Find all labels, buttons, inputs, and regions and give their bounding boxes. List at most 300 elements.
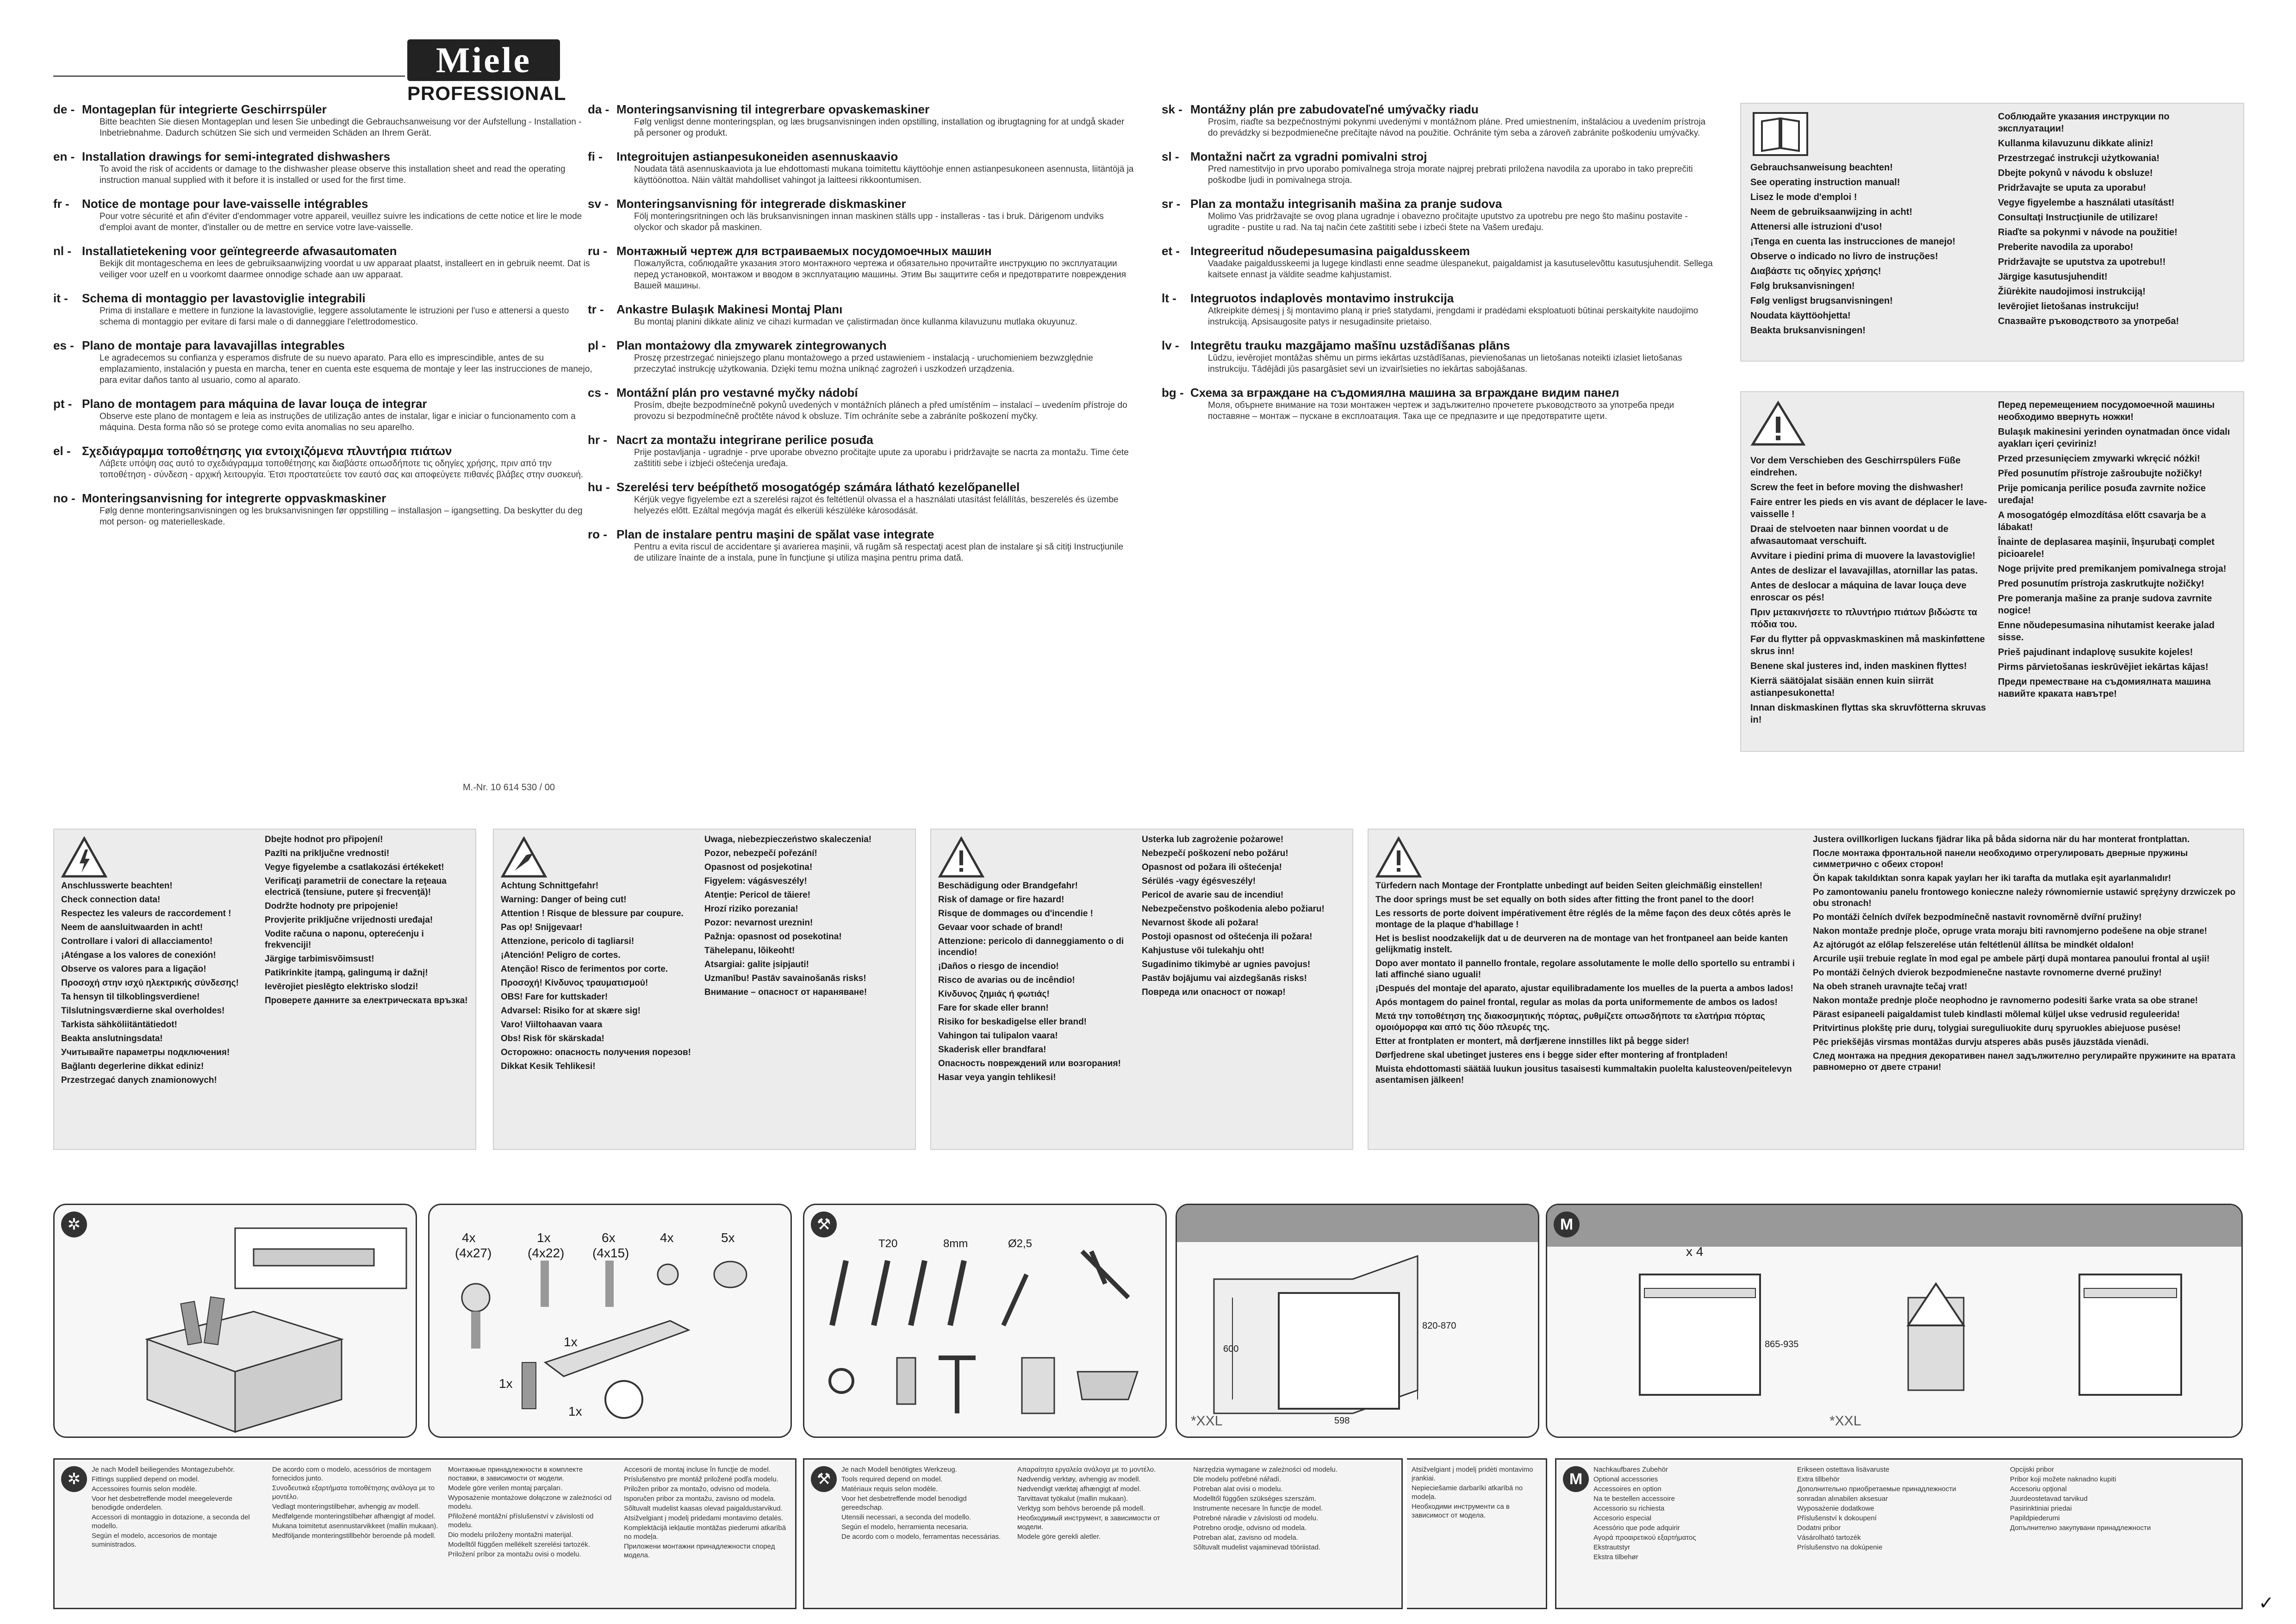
footer-line: Accessoires en option xyxy=(1593,1485,1661,1493)
footer-line: Accesorii de montaj incluse în funcţie de model. xyxy=(624,1466,771,1474)
warning-line: Opasnost od požara ili oštećenja! xyxy=(1142,862,1282,872)
warning-line: Após montagem do painel frontal, regular as molas da porta uniformemente de ambos os lados! xyxy=(1375,998,1778,1007)
warning-line: Vegye figyelembe a csatlakozási értékeket! xyxy=(265,862,444,872)
section-body: Пожалуйста, соблюдайте указания этого монтажного чертежа и обязательно прочитайте инструкцию по эксплуатации перед установкой, монтажом и вводом в эксплуатацию машины. Этим Вы защитите себя и предотвратите повреждения Вашей машины. xyxy=(634,259,1126,291)
qty-label: 4x xyxy=(462,1230,476,1245)
notice-line: Innan diskmaskinen flyttas ska skruvfötterna skruvas in! xyxy=(1750,703,1986,725)
warning-line: ¡Atención! Peligro de cortes. xyxy=(501,950,621,960)
section-title: Ankastre Bulaşık Makinesi Montaj Planı xyxy=(616,302,843,316)
warning-line: Muista ehdottomasti säätää luukun jousitus tasaisesti kummaltakin puolelta kalusteoven/peitelevyn asentamisen jälkeen! xyxy=(1375,1064,1792,1085)
qty-label: 6x xyxy=(602,1230,616,1245)
notice-line: Πριν μετακινήσετε το πλυντήριο πιάτων βιδώστε τα πόδια του. xyxy=(1750,607,1977,630)
footer-line: Extra tillbehör xyxy=(1797,1475,1840,1483)
footer-line: Accessorio su richiesta xyxy=(1593,1505,1665,1512)
section-body: Bitte beachten Sie diesen Montageplan und lesen Sie unbedingt die Gebrauchsanweisung vor der Aufstellung - Installation - Inbetriebnahme. Dadurch schützen Sie sich und vermeiden Schäden an Ihrem Gerät. xyxy=(100,117,582,138)
warning-line: Tilslutningsværdierne skal overholdes! xyxy=(61,1006,225,1016)
section-fr xyxy=(53,196,599,233)
section-body: Vaadake paigaldusskeemi ja lugege kindlasti enne seadme ülespanekut, paigaldamist ja kasutuselevõttu kasutusjuhendit. Sellega kaitsete ennast ja väldite seadme kahjustamist. xyxy=(1208,259,1713,280)
lang-code: el - xyxy=(53,444,71,458)
footer-col-2 xyxy=(272,1465,439,1541)
section-title: Notice de montage pour lave-vaisselle intégrables xyxy=(82,197,368,211)
footer-line: Accessoires fournis selon modèle. xyxy=(92,1485,197,1493)
warning-line: Atsargiai: galite įsipjauti! xyxy=(704,960,809,969)
warning-line: Sérülés -vagy égésveszély! xyxy=(1142,876,1256,886)
footer-col-9 xyxy=(1593,1465,1788,1562)
notice-line: Kierrä säätöjalat sisään ennen kuin siirrät astianpesukonetta! xyxy=(1750,676,1934,698)
section-title: Монтажный чертеж для встраиваемых посудомоечных машин xyxy=(616,244,992,258)
warning-line: Risiko for beskadigelse eller brand! xyxy=(938,1017,1087,1027)
section-title: Integroitujen astianpesukoneiden asennuskaavio xyxy=(616,150,898,163)
warning-line: Pozor, nebezpečí pořezání! xyxy=(704,849,817,858)
notice-line: Avvitare i piedini prima di muovere la lavastoviglie! xyxy=(1750,551,1976,561)
warning-line: Atenção! Risco de ferimentos por corte. xyxy=(501,964,668,974)
warning-line: Risque de dommages ou d'incendie ! xyxy=(938,909,1093,918)
warning-line: Risco de avarias ou de incêndio! xyxy=(938,975,1075,985)
section-title: Installation drawings for semi-integrated dishwashers xyxy=(82,150,391,163)
electrical-list-left xyxy=(61,881,260,1089)
notice-line: Спазвайте ръководството за употреба! xyxy=(1998,316,2179,326)
cut-list-right xyxy=(704,834,908,1001)
warning-line: Ta hensyn til tilkoblingsverdiene! xyxy=(61,992,200,1002)
warning-line: Warning: Danger of being cut! xyxy=(501,895,627,905)
dimension-label: 598 xyxy=(1334,1416,1350,1426)
logo-subtitle: PROFESSIONAL xyxy=(407,82,566,104)
warning-line: Attention ! Risque de blessure par coupure. xyxy=(501,909,684,918)
section-sk xyxy=(1162,102,1717,139)
warning-line: Obs! Risk för skärskada! xyxy=(501,1034,604,1043)
warning-line: Pazīti na priključne vrednosti! xyxy=(265,849,390,858)
warning-line: Justera ovillkorligen luckans fjädrar lika på båda sidorna när du har monterat frontplattan. xyxy=(1813,835,2190,844)
fire-warning-box xyxy=(930,829,1353,1150)
footer-line: Nødvendigt værktøj afhængigt af model. xyxy=(1017,1485,1141,1493)
section-title: Integruotos indaplovės montavimo instrukcija xyxy=(1190,291,1454,305)
footer-line: Приложени монтажни принадлежности според модела. xyxy=(624,1543,775,1559)
notice-line: Järgige kasutusjuhendit! xyxy=(1998,272,2108,282)
section-title: Installatietekening voor geïntegreerde afwasautomaten xyxy=(82,244,397,258)
notice-line: Διαβάστε τις οδηγίες χρήσης! xyxy=(1750,266,1881,276)
section-fi xyxy=(588,149,1134,186)
notice-line: Kullanma kilavuzunu dikkate aliniz! xyxy=(1998,138,2153,149)
qty-label: 1x xyxy=(499,1376,513,1391)
lang-code: lt - xyxy=(1162,291,1176,305)
qty-label: (4x27) xyxy=(455,1246,492,1260)
miele-logo: Miele xyxy=(407,39,560,81)
qty-label: 5x xyxy=(721,1230,735,1245)
footer-col-6 xyxy=(1017,1465,1184,1542)
footer-line: Acessório que pode adquirir xyxy=(1593,1524,1680,1532)
qty-label: 1x xyxy=(537,1230,551,1245)
footer-line: Modele göre verilen montaj parçaları. xyxy=(448,1484,563,1492)
footer-line: Modelltől függően mellékelt szerelési tartozék. xyxy=(448,1541,590,1549)
section-title: Montážny plán pre zabudovateľné umývačky riadu xyxy=(1190,102,1479,116)
notice-line: Pre pomeranja mašine za pranje sudova zavrnite nogice! xyxy=(1998,593,2212,616)
section-title: Monteringsanvisning for integrerte oppvaskmaskiner xyxy=(82,491,386,505)
section-body: Bekijk dit montageschema en lees de gebruiksaanwijzing voordat u uw apparaat plaatst, installeert en in gebruik neemt. Dat is veiliger voor uzelf en u voorkomt daarmee onnodige schade aan uw apparaat. xyxy=(100,259,590,280)
warning-line: Po zamontowaniu panelu frontowego konieczne należy równomiernie ustawić sprężyny drzwiczek po obu stronach! xyxy=(1813,887,2236,908)
electrical-list-right xyxy=(265,834,468,1009)
section-es xyxy=(53,338,599,386)
accessories-icon: ✲ xyxy=(61,1466,87,1492)
notice-line: Screw the feet in before moving the dishwasher! xyxy=(1750,482,1964,493)
miele-accessory-icon: M xyxy=(1563,1466,1589,1492)
warning-line: Повреда или опасност от пожар! xyxy=(1142,987,1286,997)
warning-line: Учитывайте параметры подключения! xyxy=(61,1048,230,1057)
notice-line: Dbejte pokynů v návodu k obsluze! xyxy=(1998,168,2153,178)
niche-dimensions-illustration xyxy=(1177,1205,1538,1437)
section-title: Σχεδιάγραμμα τοποθέτησης για εντοιχιζόμενα πλυντήρια πιάτων xyxy=(82,444,452,458)
notice-line: Antes de deslizar el lavavajillas, atornillar las patas. xyxy=(1750,566,1978,576)
door-spring-list-left xyxy=(1375,881,1806,1089)
lang-code: tr - xyxy=(588,302,604,316)
footer-line: Je nach Modell benötigtes Werkzeug. xyxy=(841,1466,957,1474)
section-body: Proszę przestrzegać niniejszego planu montażowego a przed ustawieniem - instalacją - uruchomieniem bezwzględnie przeczytać instrukcję użytkowania. Dzięki temu można uniknąć zagrożeń i uszkodzeń urządzenia. xyxy=(634,353,1093,374)
lang-code: hu - xyxy=(588,480,610,494)
warning-line: Po montáži čelných dvierok bezpodmienečne nastavte rovnomerne dverné pružiny! xyxy=(1813,968,2162,978)
lang-code: cs - xyxy=(588,386,609,400)
section-hu xyxy=(588,480,1134,517)
warning-line: Uzmanību! Pastāv savainošanās risks! xyxy=(704,974,866,983)
warning-line: Опасность повреждений или возгорания! xyxy=(938,1059,1121,1068)
footer-col-7 xyxy=(1193,1465,1388,1553)
warning-line: После монтажа фронтальной панели необходимо отрегулировать дверные пружины симметрично с обеих сторон! xyxy=(1813,849,2188,869)
language-column-1 xyxy=(53,102,599,538)
footer-line: Según el modelo, herramienta necesaria. xyxy=(841,1523,969,1531)
notice-line: Bulaşık makinesini yerinden oynatmadan önce vidalı ayakları içeri çeviriniz! xyxy=(1998,427,2230,449)
lang-code: pl - xyxy=(588,338,606,352)
footer-line: Accesoriu opţional xyxy=(2010,1485,2067,1493)
section-title: Nacrt za montažu integrirane perilice posuđa xyxy=(616,433,873,447)
lang-code: fi - xyxy=(588,150,603,163)
language-column-2 xyxy=(588,102,1134,574)
footer-line: Tarvittavat työkalut (mallin mukaan). xyxy=(1017,1495,1128,1503)
section-body: Le agradecemos su confianza y esperamos disfrute de su nuevo aparato. Para ello es imprescindible, antes de su emplazamiento, instalación y puesta en marcha, tener en cuenta este esquema de montaje y leer las instrucciones de manejo, para evitar daños tanto al usuario, como al aparato. xyxy=(100,353,592,385)
lang-code: pt - xyxy=(53,397,72,411)
warning-line: Patikrinkite įtampą, galingumą ir dažnį! xyxy=(265,968,428,978)
footer-line: De acordo com o modelo, ferramentas necessárias. xyxy=(841,1533,1001,1541)
notice-line: Attenersi alle istruzioni d'uso! xyxy=(1750,222,1882,232)
notice-line: Vor dem Verschieben des Geschirrspülers Füße eindrehen. xyxy=(1750,456,1961,478)
warning-line: Ön kapak takıldıktan sonra kapak yayları her iki tarafta da mutlaka eşit ayarlanmalıdır! xyxy=(1813,874,2172,883)
warning-line: Προσοχή στην ισχύ ηλεκτρικής σύνδεσης! xyxy=(61,978,239,988)
footer-line: Príslušenstvo pre montáž priložené podľa modelu. xyxy=(624,1475,778,1483)
notice-line: Prije pomicanja perilice posuđa zavrnite nožice uređaja! xyxy=(1998,483,2206,506)
warning-line: Gevaar voor schade of brand! xyxy=(938,923,1063,932)
cut-warning-box xyxy=(493,829,916,1150)
footer-line: Dio modelu priloženy montažni materijal. xyxy=(448,1531,573,1539)
language-column-3 xyxy=(1162,102,1717,432)
footer-line: Ekstrautstyr xyxy=(1593,1543,1630,1551)
footer-line: Narzędzia wymagane w zależności od modelu. xyxy=(1193,1466,1338,1474)
footer-line: Необходимый инструмент, в зависимости от модели. xyxy=(1017,1514,1160,1531)
footer-line: Potreban alat ovisi o modelu. xyxy=(1193,1485,1283,1493)
footer-line: Дополнительно приобретаемые принадлежности xyxy=(1797,1485,1956,1493)
section-body: Prima di installare e mettere in funzione la lavastoviglie, leggere assolutamente le istruzioni per l'uso e attenersi a questo schema di montaggio per evitare di farsi male o di danneggiare l'elettrodomestico. xyxy=(100,306,569,327)
footer-line: sonradan alınabilen aksesuar xyxy=(1797,1495,1888,1503)
notice-line: Draai de stelvoeten naar binnen voordat u de afwasautomaat verschuift. xyxy=(1750,524,1948,546)
warning-line: Pritvirtinus plokštę prie durų, tolygiai sureguliuokite durų spyruokles abiejuose pusėse! xyxy=(1813,1024,2181,1033)
notice-line: Vegye figyelembe a használati utasítást! xyxy=(1998,198,2175,208)
electrical-warning-box xyxy=(53,829,476,1150)
footer-line: Необходими инструменти са в зависимост от модела. xyxy=(1412,1503,1510,1519)
footer-line: Sõltuvalt mudelist vajaminevad tööriistad. xyxy=(1193,1543,1321,1551)
warning-line: Opasnost od posjekotina! xyxy=(704,862,813,872)
section-body: To avoid the risk of accidents or damage to the dishwasher please observe this installation sheet and read the operating instruction manual supplied with it before it is installed or used for the first time. xyxy=(100,164,566,185)
section-body: Lūdzu, ievērojiet montāžas shēmu un pirms iekārtas uzstādīšanas, pievienošanas un lietošanas noteikti izlasiet lietošanas instrukciju. Tādējādi jūs pasargāsiet sevi un izvairīsieties no iekārtas sabojāšanas. xyxy=(1208,353,1682,374)
feet-adjust-panel xyxy=(1546,1204,2243,1438)
qty-label: 1x xyxy=(568,1404,582,1418)
footer-line: Opcijski pribor xyxy=(2010,1466,2054,1474)
lang-code: nl - xyxy=(53,244,71,258)
warning-line: Kahjustuse või tulekahju oht! xyxy=(1142,946,1264,956)
footer-col-1 xyxy=(92,1465,263,1550)
section-body: Prosím, riaďte sa bezpečnostnými pokynmi uvedenými v montážnom pláne. Pred umiestnením, inštaláciou a uvedením prístroja do prevádzky si bezpodmienečne prečítajte návod na použitie. Ochránite tým seba a zároveň zabránite poškodeniu umývačky. xyxy=(1208,117,1706,138)
tool-label: 8mm xyxy=(943,1237,968,1250)
warning-line: Figyelem: vágásveszély! xyxy=(704,876,807,886)
door-spring-warning-box xyxy=(1368,829,2244,1150)
notice-line: Înainte de deplasarea maşinii, înşurubaţi complet picioarele! xyxy=(1998,537,2215,559)
section-tr xyxy=(588,302,1134,328)
notice-line: Pridržavajte se uputstva za upotrebu!! xyxy=(1998,257,2166,267)
footer-line: Αγορά προαιρετικού εξαρτήματος xyxy=(1593,1534,1696,1542)
section-bg xyxy=(1162,385,1717,422)
section-el xyxy=(53,443,599,481)
footer-col-4 xyxy=(624,1465,790,1561)
section-et xyxy=(1162,244,1717,281)
tools-illustration xyxy=(804,1205,1165,1437)
warning-line: Dørfjedrene skal ubetinget justeres ens i begge sider efter montering af frontpladen! xyxy=(1375,1050,1728,1060)
screw-feet-list-left xyxy=(1750,455,1991,729)
section-body: Följ monteringsritningen och läs bruksanvisningen innan maskinen ställs upp - installeras - tas i bruk. Därigenom undviks olyckor och skador på maskinen. xyxy=(634,212,1104,232)
cut-hazard-icon xyxy=(501,837,547,878)
warning-line: Verificaţi parametrii de conectare la reţeaua electrică (tensiune, putere şi frecvenţă)! xyxy=(265,876,447,897)
warning-line: ¡Después del montaje del aparato, ajustar equilibradamente los muelles de la puerta a ambos lados! xyxy=(1375,984,1793,993)
footer-line: Medfølgende monteringstilbehør afhængigt af model. xyxy=(272,1512,436,1520)
notice-line: Gebrauchsanweisung beachten! xyxy=(1750,162,1893,173)
warning-line: Uwaga, niebezpieczeństwo skaleczenia! xyxy=(704,835,872,844)
footer-line: Wyposażenie montażowe dołączone w zależności od modelu. xyxy=(448,1494,612,1511)
lang-code: no - xyxy=(53,491,75,505)
footer-line: Medföljande monteringstillbehör beroende på modell. xyxy=(272,1532,436,1540)
section-body: Observe este plano de montagem e leia as instruções de utilização antes de instalar, ligar e iniciar o funcionamento com a máquina. Desta forma não só se protege como evita anomalias no seu aparelho. xyxy=(100,412,576,432)
tools-icon: ⚒ xyxy=(811,1212,837,1237)
notice-line: Pred posunutím prístroja zaskrutkujte nožičky! xyxy=(1998,579,2204,589)
warning-line: Türfedern nach Montage der Frontplatte unbedingt auf beiden Seiten gleichmäßig einstellen! xyxy=(1375,881,1763,891)
warning-line: Etter at frontplaten er montert, må dørfjærene innstilles likt på begge sider! xyxy=(1375,1037,1689,1046)
section-it xyxy=(53,291,599,328)
lang-code: lv - xyxy=(1162,338,1179,352)
section-sl xyxy=(1162,149,1717,186)
warning-line: Az ajtórugót az előlap felszerelése után feltétlenül állítsa be mindkét oldalon! xyxy=(1813,940,2134,950)
unpacking-illustration xyxy=(55,1205,416,1437)
notice-line: Enne nõudepesumasina nihutamist keerake jalad sisse. xyxy=(1998,620,2215,643)
notice-line: Følg bruksanvisningen! xyxy=(1750,281,1855,291)
section-cs xyxy=(588,385,1134,422)
section-title: Plan montażowy dla zmywarek zintegrowanych xyxy=(616,338,887,352)
section-de xyxy=(53,102,599,139)
footer-line: Accessori di montaggio in dotazione, a seconda del modello. xyxy=(92,1513,250,1530)
footer-line: Vedlagt monteringstilbehør, avhengig av modell. xyxy=(272,1503,420,1511)
read-manual-box xyxy=(1740,103,2244,362)
warning-line: Μετά την τοποθέτηση της διακοσμητικής πόρτας, ρυθμίζετε οπωσδήποτε τα ελατήρια πόρτας ομοιόμορφα και από τις δύο πλευρές της. xyxy=(1375,1012,1765,1032)
footer-line: Vásárolható tartozék xyxy=(1797,1534,1861,1542)
fittings-panel xyxy=(428,1204,792,1438)
warning-line: OBS! Fare for kuttskader! xyxy=(501,992,608,1002)
footer-line: Dodatni pribor xyxy=(1797,1524,1841,1532)
lang-code: ro - xyxy=(588,527,607,541)
footer-line: Монтажные принадлежности в комплекте поставки, в зависимости от модели. xyxy=(448,1466,583,1482)
warning-line: Observe os valores para a ligação! xyxy=(61,964,206,974)
tool-label: Ø2,5 xyxy=(1008,1237,1033,1250)
footer-line: Nachkaufbares Zubehör xyxy=(1593,1466,1668,1474)
section-title: Plano de montaje para lavavajillas integrables xyxy=(82,338,345,352)
lang-code: sv - xyxy=(588,197,609,211)
lang-code: en - xyxy=(53,150,75,163)
accessories-footer xyxy=(53,1458,796,1609)
warning-line: Hrozí riziko porezania! xyxy=(704,904,798,914)
footer-line: Nødvendig verktøy, avhengig av modell. xyxy=(1017,1475,1141,1483)
footer-line: Potrebné náradie v závislosti od modelu. xyxy=(1193,1514,1319,1522)
footer-col-10 xyxy=(1797,1465,2001,1553)
warning-line: Fare for skade eller brann! xyxy=(938,1003,1049,1013)
material-number: M.-Nr. 10 614 530 / 00 xyxy=(463,782,555,793)
lang-code: fr - xyxy=(53,197,69,211)
notice-line: Faire entrer les pieds en vis avant de déplacer le lave-vaisselle ! xyxy=(1750,497,1987,519)
xxl-note: *XXL xyxy=(1191,1413,1223,1429)
section-body: Моля, обърнете внимание на този монтажен чертеж и задължително прочетете ръководството за употреба преди поставяне – монтаж – пускане в експлоатация. Така ще се предпазите и ще предотвратите щети. xyxy=(1208,400,1674,421)
header-rule xyxy=(53,75,405,77)
footer-line: De acordo com o modelo, acessórios de montagem fornecidos junto. xyxy=(272,1466,431,1482)
section-body: Molimo Vas pridržavajte se ovog plana ugradnje i obavezno pročitajte uputstvo za upotrebu pre nego što mašinu postavite - ugradite - pustite u rad. Na taj način ćete zaštititi sebe i izbeći štete na Vašem uređaju. xyxy=(1208,212,1688,232)
lang-code: bg - xyxy=(1162,386,1184,400)
screw-feet-list-right xyxy=(1998,399,2234,703)
xxl-note: *XXL xyxy=(1829,1413,1861,1429)
lang-code: sl - xyxy=(1162,150,1179,163)
notice-line: Riaďte sa pokynmi v návode na použitie! xyxy=(1998,227,2178,237)
section-body: Noudata tätä asennuskaaviota ja lue ehdottomasti mukana toimitettu käyttöohje ennen astianpesukoneen asennusta, liitäntöjä ja käyttöönottoa. Näin vältät mahdolliset vahingot ja laitteesi rikkoontumisen. xyxy=(634,164,1134,185)
warning-line: Achtung Schnittgefahr! xyxy=(501,881,599,891)
footer-line: Tools required depend on model. xyxy=(841,1475,943,1483)
notice-line: Før du flytter på oppvaskmaskinen må maskinføttene skrus inn! xyxy=(1750,634,1985,656)
footer-line: Juurdeostetavad tarvikud xyxy=(2010,1495,2088,1503)
footer-line: Přiložené montážní příslušenství v závislosti od modelu. xyxy=(448,1512,594,1529)
footer-line: Voor het desbetreffende model benodigd gereedschap. xyxy=(841,1495,967,1512)
notice-line: Noudata käyttöohjetta! xyxy=(1750,311,1851,321)
notice-line: ¡Tenga en cuenta las instrucciones de manejo! xyxy=(1750,237,1956,247)
qty-label: 1x xyxy=(564,1335,578,1349)
warning-line: Respectez les valeurs de raccordement ! xyxy=(61,909,231,918)
section-title: Plan de instalare pentru maşini de spălat vase integrate xyxy=(616,527,934,541)
notice-line: Перед перемещением посудомоечной машины необходимо ввернуть ножки! xyxy=(1998,400,2215,422)
warning-line: Nebezpečenstvo poškodenia alebo požiaru! xyxy=(1142,904,1325,914)
lang-code: it - xyxy=(53,291,68,305)
footer-line: Συνοδευτικά εξαρτήματα τοποθέτησης ανάλογα με το μοντέλο. xyxy=(272,1484,435,1501)
footer-line: Voor het desbetreffende model meegeleverde benodigde onderdelen. xyxy=(92,1495,233,1512)
fire-list-right xyxy=(1142,834,1345,1001)
section-body: Prosím, dbejte bezpodmínečně pokynů uvedených v montážních plánech a před umístěním – instalací – uvedením přístroje do provozu si bezpodmínečně pročtěte návod k obsluze. Tím ochráníte sebe a zabráníte poškození myčky. xyxy=(634,400,1127,421)
warning-line: Pas op! Snijgevaar! xyxy=(501,923,583,932)
notice-line: Prieš pajudinant indaplovę susukite kojeles! xyxy=(1998,647,2193,657)
section-title: Monteringsanvisning til integrerbare opvaskemaskiner xyxy=(616,102,930,116)
footer-line: Sõltuvalt mudelist kaasas olevad paigaldustarvikud. xyxy=(624,1505,783,1512)
footer-col-11 xyxy=(2010,1465,2223,1533)
warning-line: Внимание – опасност от нараняване! xyxy=(704,987,867,997)
lang-code: et - xyxy=(1162,244,1180,258)
lang-code: da - xyxy=(588,102,610,116)
footer-line: Atsižvelgiant į modelį pridėti montavimo įrankiai. xyxy=(1412,1466,1533,1482)
footer-line: Je nach Modell beiliegendes Montagezubehör. xyxy=(92,1466,235,1474)
notice-line: Følg venligst brugsanvisningen! xyxy=(1750,296,1893,306)
section-title: Plan za montažu integrisanih mašina za pranje sudova xyxy=(1190,197,1502,211)
notice-line: Benene skal justeres ind, inden maskinen flyttes! xyxy=(1750,661,1967,671)
section-nl xyxy=(53,244,599,281)
warning-line: Järgige tarbimisvõimsust! xyxy=(265,954,374,964)
read-manual-list-left xyxy=(1750,162,1991,339)
footer-line: Příslušenství k dokoupení xyxy=(1797,1514,1877,1522)
accessories-icon: ✲ xyxy=(61,1212,87,1237)
door-spring-list-right xyxy=(1813,834,2236,1076)
warning-line: След монтажа на предния декоративен панел задължително регулирайте пружините на вратата равномерно от двете страни! xyxy=(1813,1051,2236,1072)
section-body: Pour votre sécurité et afin d'éviter d'endommager votre appareil, veuillez suivre les indications de cette notice et lire le mode d'emploi avant de monter, d'installer ou de mettre en service votre lave-vaisselle. xyxy=(100,212,582,232)
notice-line: Ievērojiet lietošanas instrukciju! xyxy=(1998,301,2139,312)
warning-line: Arcurile uşii trebuie reglate în mod egal pe ambele părţi după montarea panoului frontal al uşii! xyxy=(1813,954,2210,964)
qty-label: (4x15) xyxy=(592,1246,629,1260)
warning-triangle-icon xyxy=(938,837,984,878)
section-body: Kérjük vegye figyelembe ezt a szerelési rajzot és feltétlenül olvassa el a használati utasítást felállítás, beszerelés és üzembe helyezés előtt. Ezáltal megóvja magát és elkerüli készüléke károsodását. xyxy=(634,495,1119,516)
section-en xyxy=(53,149,599,186)
notice-line: See operating instruction manual! xyxy=(1750,177,1900,187)
footer-line: Modele göre gerekli aletler. xyxy=(1017,1533,1101,1541)
footer-line: Según el modelo, accesorios de montaje suministrados. xyxy=(92,1532,217,1549)
footer-line: Príslušenstvo na dokúpenie xyxy=(1797,1543,1883,1551)
warning-line: The door springs must be set equally on both sides after fitting the front panel to the door! xyxy=(1375,895,1755,905)
dimension-label: 820-870 xyxy=(1422,1321,1456,1331)
section-title: Integreeritud nõudepesumasina paigaldusskeem xyxy=(1190,244,1470,258)
tools-panel xyxy=(803,1204,1167,1438)
warning-line: Nebezpečí poškození nebo požáru! xyxy=(1142,849,1288,858)
warning-line: Beakta anslutningsdata! xyxy=(61,1034,163,1043)
warning-triangle-icon xyxy=(1750,400,1806,447)
warning-line: Проверете данните за електрическата връзка! xyxy=(265,996,468,1006)
warning-line: Varo! Viiltohaavan vaara xyxy=(501,1020,603,1030)
lang-code: sk - xyxy=(1162,102,1182,116)
notice-line: Przestrzegać instrukcji użytkowania! xyxy=(1998,153,2160,163)
optional-accessories-footer xyxy=(1555,1458,2243,1609)
feet-adjust-illustration xyxy=(1547,1205,2241,1437)
footer-line: Accesorio especial xyxy=(1593,1514,1652,1522)
warning-line: Anschlusswerte beachten! xyxy=(61,881,173,891)
warning-line: Ievērojiet pieslēgto elektrisko slodzi! xyxy=(265,982,418,992)
section-sr xyxy=(1162,196,1717,233)
footer-line: Komplektācijā iekļautie montāžas piederumi atkarībā no modeļa. xyxy=(624,1524,786,1541)
footer-line: Nepieciešamie darbarīki atkarībā no modeļa. xyxy=(1412,1484,1523,1501)
notice-line: Preberite navodila za uporabo! xyxy=(1998,242,2134,252)
warning-line: Nevarnost škode ali požara! xyxy=(1142,918,1259,928)
notice-line: Consultaţi Instrucţiunile de utilizare! xyxy=(1998,212,2158,223)
warning-line: Pozor: nevarnost ureznin! xyxy=(704,918,813,928)
corner-mark: ✓ xyxy=(2259,1593,2274,1613)
section-title: Montážní plán pro vestavné myčky nádobí xyxy=(616,386,858,400)
niche-dimensions-panel xyxy=(1176,1204,1539,1438)
section-pt xyxy=(53,396,599,433)
warning-line: Usterka lub zagrożenie pożarowe! xyxy=(1142,835,1284,844)
unpacking-panel xyxy=(53,1204,417,1438)
notice-line: Observe o indicado no livro de instruções! xyxy=(1750,251,1938,262)
warning-triangle-icon xyxy=(1375,837,1422,878)
section-hr xyxy=(588,432,1134,469)
screw-feet-box xyxy=(1740,391,2244,752)
section-lv xyxy=(1162,338,1717,375)
warning-line: Dikkat Kesik Tehlikesi! xyxy=(501,1062,596,1071)
